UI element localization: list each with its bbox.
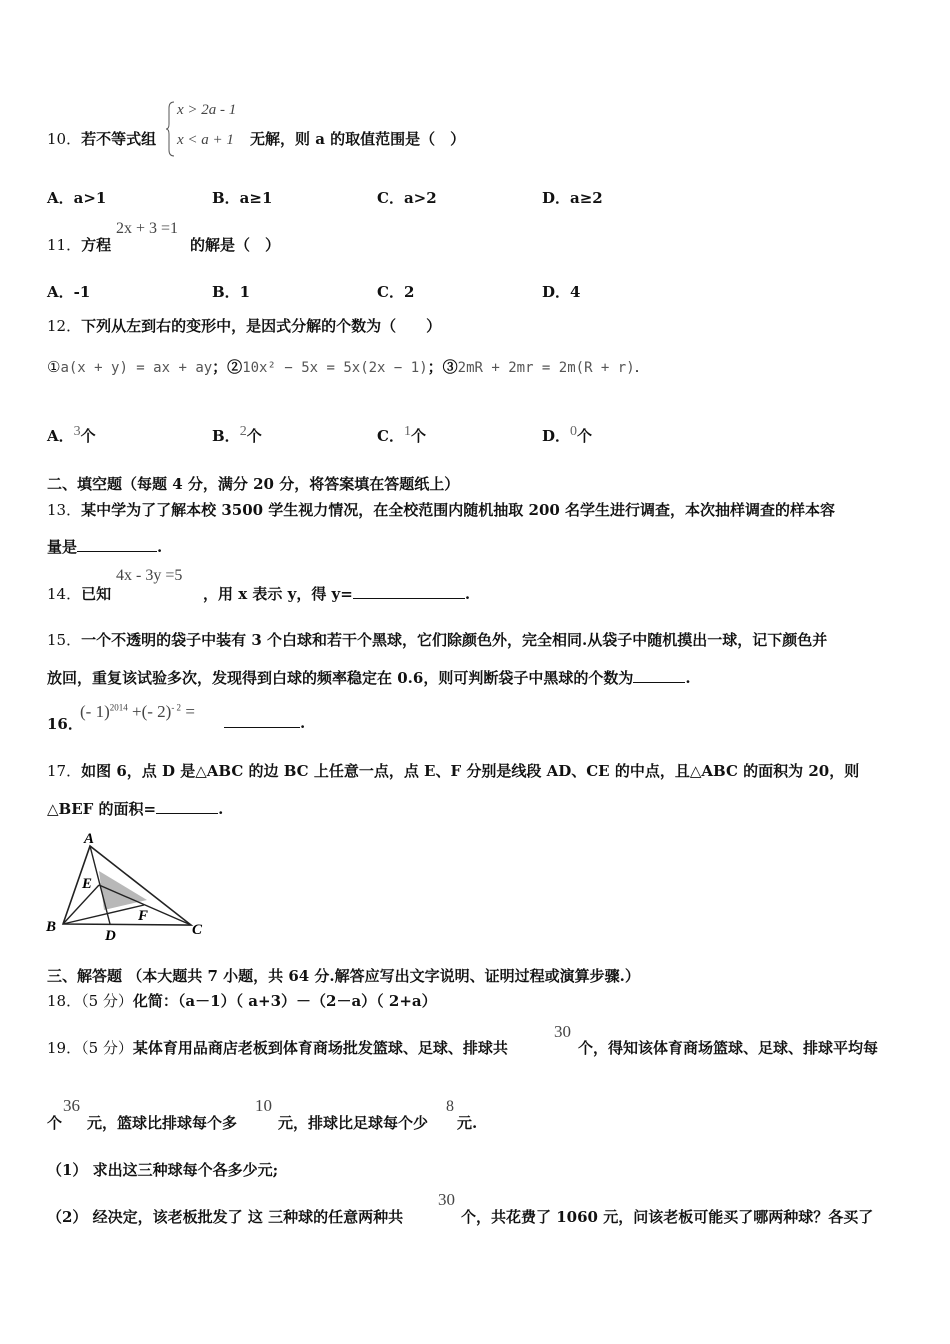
question-number: 19． [47,1039,82,1057]
q12-option-d [542,424,592,446]
q13-line-1 [47,499,835,520]
q19-sub2-number-30: 30 [438,1190,455,1209]
option-label: C． [377,427,404,445]
option-value: 2 [239,424,247,439]
option-unit: 个 [577,427,593,445]
q17-line-1 [47,760,859,781]
question-text: 一个不透明的袋子中装有 3 个白球和若干个黑球，它们除颜色外，完全相同.从袋子中随机摸出一球，记下颜色并 [81,631,828,649]
label-d: D [105,928,116,942]
answer-blank[interactable] [156,799,218,814]
q19-sub-1: （1） 求出这三种球每个各多少元; [47,1161,279,1179]
q12-line [47,315,441,336]
label-c: C [192,922,203,938]
answer-blank[interactable] [224,713,300,728]
q14-equation: 4x - 3y =5 [116,567,183,584]
segment-be [63,885,99,924]
item-1-mark: ① [47,358,61,376]
q11-line [47,234,111,255]
q19-number-36: 36 [63,1096,80,1115]
q16-number: 16． [47,715,83,733]
q13-line-2 [47,536,162,557]
question-end: . [157,538,163,556]
answer-blank[interactable] [633,668,685,683]
question-text: 下列从左到右的变形中，是因式分解的个数为（ ） [81,317,442,335]
system-line-2: x < a + 1 [177,132,234,148]
question-number: 14． [47,585,82,603]
q19-number-8: 8 [446,1098,454,1115]
q10-line [47,128,156,149]
q19-line-1b: 个，得知该体育商场篮球、足球、排球平均每 [578,1039,879,1057]
q15-line-1 [47,629,827,650]
q10-option-b: B．a≥1 [212,189,273,207]
question-end: . [300,714,306,732]
q14-line [47,583,111,604]
q11-text-post: 的解是（ ） [190,236,281,254]
q16-answer [224,713,305,732]
q17-line-2 [47,798,223,819]
q12-option-b [212,424,262,446]
q19-number-30: 30 [554,1022,571,1041]
question-text: 如图 6，点 D 是△ABC 的边 BC 上任意一点，点 E、F 分别是线段 AD、CE 的中点，且△ABC 的面积为 20，则 [81,762,860,780]
q11-equation: 2x + 3 =1 [116,220,179,237]
question-end: . [464,585,471,603]
item-2-expression: 10x² − 5x = 5x(2x − 1) [242,360,428,376]
q19-line-2c: 元，排球比足球每个少 [278,1114,429,1132]
question-text: △BEF 的面积= [47,800,157,818]
q11-option-b: B．1 [212,283,251,301]
question-text: 化简：（a－1）（ a+3）－（2－a）（ 2+a） [132,992,437,1010]
expr-equals: = [185,702,195,721]
question-end: . [218,800,224,818]
q10-option-a: A．a>1 [47,189,107,207]
option-value: 3 [73,424,81,439]
q14-text-post [203,583,470,604]
q19-line-2d: 元. [457,1114,478,1132]
q19-line-1a [47,1037,508,1058]
answer-blank[interactable] [77,537,157,552]
item-separator: ；③ [427,358,458,376]
answer-blank[interactable] [353,584,465,599]
q11-option-d: D．4 [542,283,581,301]
section-3-heading: 三、解答题 （本大题共 7 小题，共 64 分.解答应写出文字说明、证明过程或演算步骤.） [47,967,640,985]
expr-exponent-2: - 2 [171,702,182,713]
q12-option-a [47,424,96,446]
q19-sub-2a: （2） 经决定，该老板批发了 这 三种球的任意两种共 [47,1208,404,1226]
option-unit: 个 [410,427,426,445]
label-f: F [138,908,149,924]
item-end: . [634,358,640,376]
question-text: 量是 [47,538,78,556]
brace-icon [166,100,176,158]
question-number: 10． [47,130,82,148]
label-e: E [82,876,93,892]
shaded-region [99,871,147,910]
question-text: ，用 x 表示 y，得 y= [203,585,353,603]
expr-base-1: (- 1) [80,702,110,721]
option-label: D． [542,427,571,445]
question-text: 某中学为了了解本校 3500 学生视力情况，在全校范围内随机抽取 200 名学生进行调查，本次抽样调查的样本容 [81,501,836,519]
option-value: 0 [570,424,578,439]
question-number: 18． [47,992,82,1010]
segment-bf [63,905,144,924]
item-separator: ；② [212,358,243,376]
option-value: 1 [403,424,411,439]
q12-items [47,356,639,377]
expr-exponent-1: 2014 [109,702,128,713]
option-label: B． [212,427,240,445]
label-b: B [46,919,57,935]
q11-option-c: C．2 [377,283,415,301]
question-number: 11． [47,236,82,254]
expr-plus: + [131,702,142,721]
q12-option-c [377,424,426,446]
question-number: 13． [47,501,82,519]
item-1-expression: a(x + y) = ax + ay [60,360,213,376]
q15-line-2 [47,667,691,688]
q19-line-2a: 个 [47,1114,63,1132]
q10-text-post: 无解，则 a 的取值范围是（ ） [250,130,466,148]
q11-option-a: A．-1 [47,283,91,301]
question-text: 已知 [81,585,112,603]
q16-expression [80,702,195,722]
option-unit: 个 [80,427,96,445]
section-2-heading: 二、填空题（每题 4 分，满分 20 分，将答案填在答题纸上） [47,475,460,493]
question-end: . [685,669,691,687]
question-score: （5 分） [81,992,133,1010]
q10-option-c: C．a>2 [377,189,437,207]
system-line-1: x > 2a - 1 [177,102,237,118]
question-number: 17． [47,762,82,780]
q19-number-10: 10 [255,1096,272,1115]
question-number: 15． [47,631,82,649]
item-3-expression: 2mR + 2mr = 2m(R + r) [457,360,635,376]
question-text: 放回，重复该试验多次，发现得到白球的频率稳定在 0.6，则可判断袋子中黑球的个数为 [47,669,634,687]
question-text: 若不等式组 [81,130,157,148]
option-unit: 个 [246,427,262,445]
label-a: A [84,831,95,847]
expr-base-2: (- 2) [141,702,172,721]
question-number: 12． [47,317,82,335]
question-score: （5 分） [81,1039,133,1057]
q19-line-2b: 元，篮球比排球每个多 [87,1114,238,1132]
q18-line [47,990,437,1011]
q10-option-d: D．a≥2 [542,189,603,207]
triangle-figure [44,828,210,942]
q19-sub-2b: 个，共花费了 1060 元，问该老板可能买了哪两种球？各买了 [461,1208,874,1226]
question-text: 方程 [81,236,112,254]
question-text: 某体育用品商店老板到体育商场批发篮球、足球、排球共 [132,1039,508,1057]
inequality-system [164,100,244,158]
option-label: A． [47,427,74,445]
